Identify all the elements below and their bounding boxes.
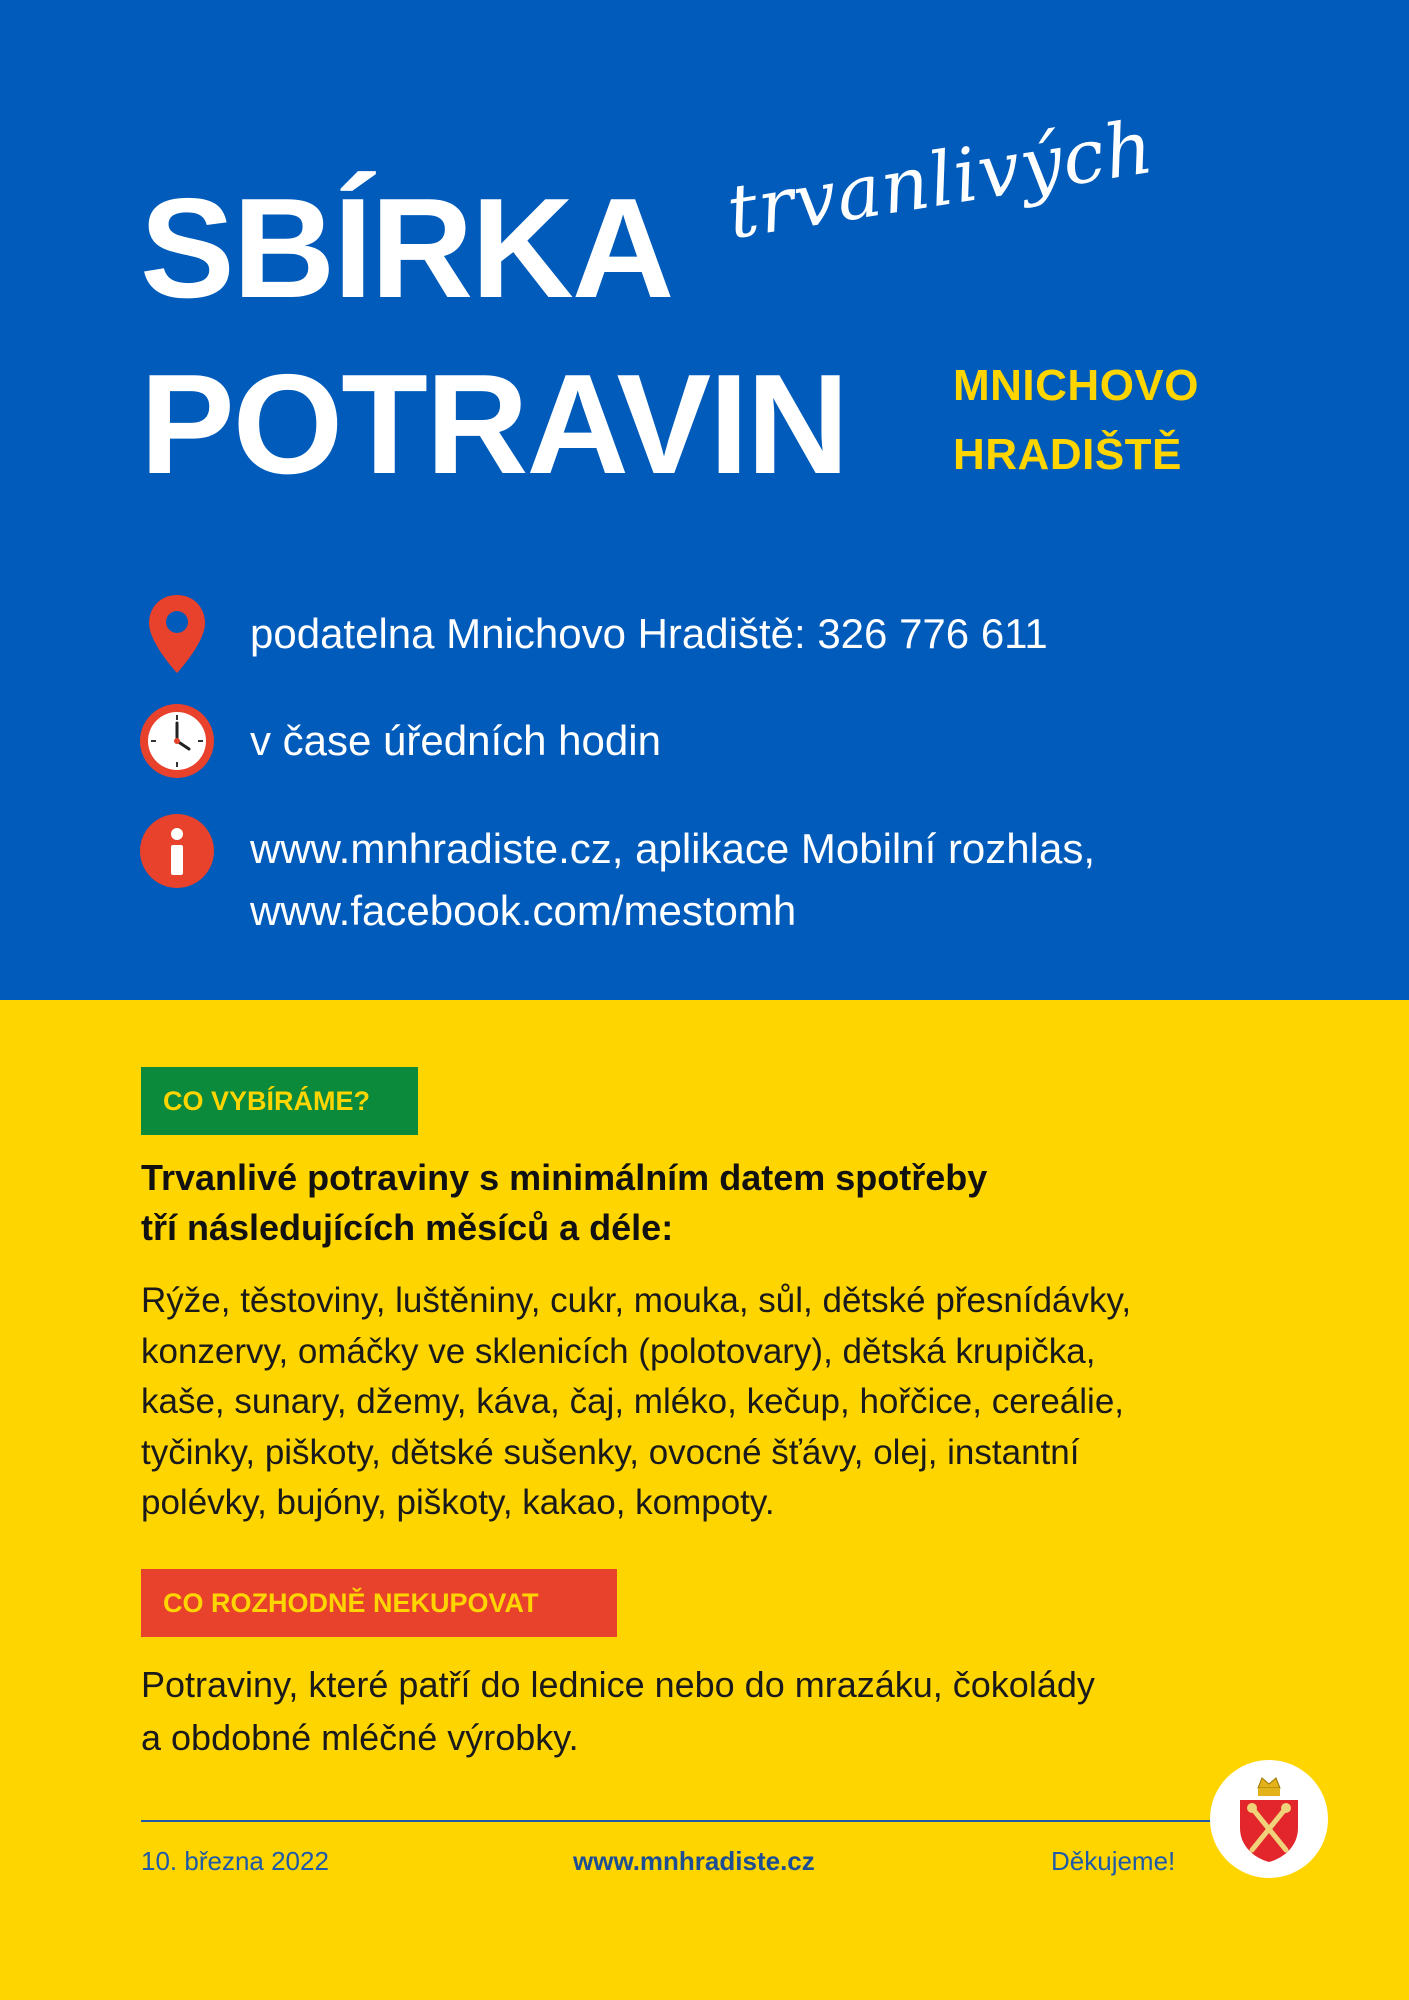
location-pin-icon xyxy=(138,595,216,673)
avoid-text xyxy=(141,1658,1291,1764)
links-text xyxy=(250,818,1095,942)
town-coat-of-arms-icon xyxy=(1210,1760,1328,1878)
title-line-1: SBÍRKA xyxy=(140,169,673,328)
clock-icon xyxy=(138,702,216,780)
info-row-links xyxy=(138,812,1096,934)
title-script-word: trvanlivých xyxy=(721,103,1160,257)
collect-items-line: Rýže, těstoviny, luštěniny, cukr, mouka, sůl, dětské přesnídávky, xyxy=(141,1281,1132,1320)
links-line-2: www.facebook.com/mestomh xyxy=(250,887,797,934)
collect-items-line: tyčinky, piškoty, dětské sušenky, ovocné šťávy, olej, instantní xyxy=(141,1432,1080,1472)
title-line-2: POTRAVIN xyxy=(140,345,848,504)
avoid-text-line-1: Potraviny, které patří do lednice nebo do mrazáku, čokolády xyxy=(141,1664,1095,1705)
collect-items-line: polévky, bujóny, piškoty, kakao, kompoty. xyxy=(141,1483,775,1522)
info-row-hours xyxy=(138,702,661,780)
collect-items-line: kaše, sunary, džemy, káva, čaj, mléko, kečup, hořčice, cereálie, xyxy=(141,1382,1125,1421)
avoid-section-label: CO ROZHODNĚ NEKUPOVAT xyxy=(141,1569,617,1637)
city-name-line-2: HRADIŠTĚ xyxy=(953,430,1182,479)
footer-website: www.mnhradiste.cz xyxy=(573,1846,815,1876)
footer-date: 10. března 2022 xyxy=(141,1846,329,1876)
collect-lead-line-2: tří následujících měsíců a déle: xyxy=(141,1207,674,1248)
collect-lead-line-1: Trvanlivé potraviny s minimálním datem spotřeby xyxy=(141,1157,988,1198)
office-phone-text: podatelna Mnichovo Hradiště: 326 776 611 xyxy=(250,610,1048,657)
collect-items-list xyxy=(141,1276,1311,1529)
city-name-line-1: MNICHOVO xyxy=(953,361,1199,410)
info-row-office xyxy=(138,595,1048,673)
collect-lead-text xyxy=(141,1153,1291,1253)
info-icon xyxy=(138,812,216,890)
office-hours-text: v čase úředních hodin xyxy=(250,717,661,764)
collect-items-line: konzervy, omáčky ve sklenicích (polotovary), dětská krupička, xyxy=(141,1331,1096,1371)
collect-section-label: CO VYBÍRÁME? xyxy=(141,1067,418,1135)
footer-divider xyxy=(141,1820,1221,1822)
links-line-1: www.mnhradiste.cz, aplikace Mobilní rozhlas, xyxy=(250,825,1096,872)
footer-thanks: Děkujeme! xyxy=(1051,1846,1176,1876)
avoid-text-line-2: a obdobné mléčné výrobky. xyxy=(141,1717,579,1758)
